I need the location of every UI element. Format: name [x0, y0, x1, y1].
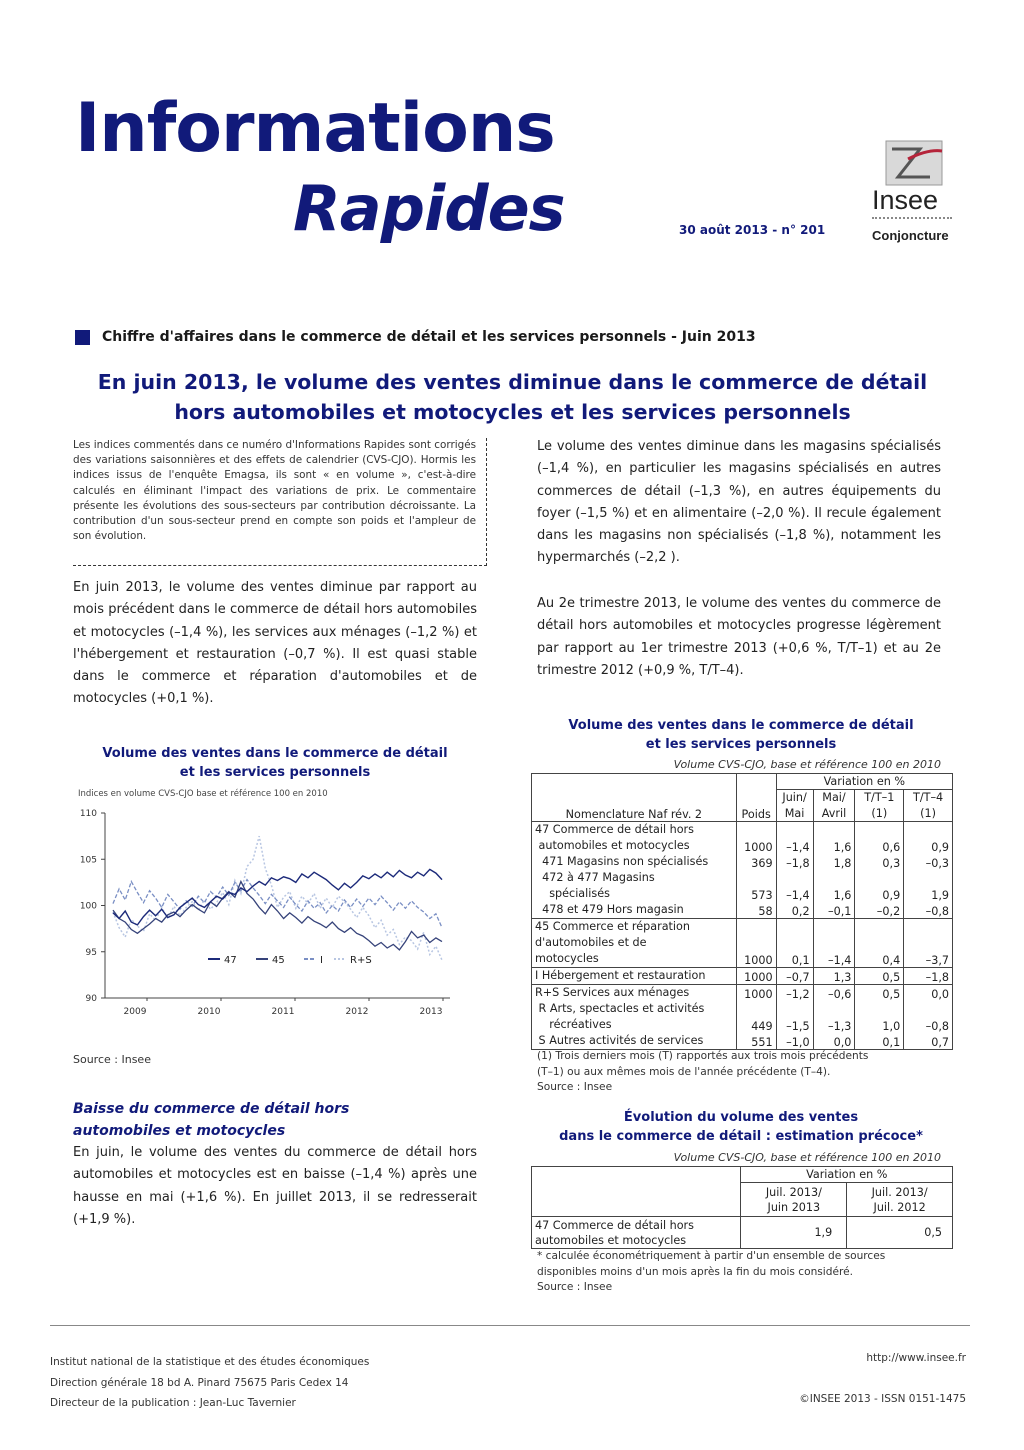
table2-title — [531, 1108, 951, 1146]
masthead-subtitle: Rapides — [293, 172, 565, 245]
cell-poids: 1000 — [736, 985, 776, 1002]
footer-copyright: ©INSEE 2013 - ISSN 0151-1475 — [799, 1393, 966, 1405]
insee-emblem-icon — [880, 137, 948, 189]
x-tick-label: 2013 — [419, 1007, 443, 1017]
table1-title-line: Volume des ventes dans le commerce de détail — [568, 718, 914, 733]
cell-poids: 551 — [736, 1033, 776, 1050]
chart-title-line: Volume des ventes dans le commerce de détail — [102, 746, 448, 761]
table2-note: Volume CVS-CJO, base et référence 100 en 2010 — [673, 1151, 941, 1164]
t2-header-col1 — [741, 1183, 847, 1217]
table1-note: Volume CVS-CJO, base et référence 100 en 2010 — [673, 758, 941, 771]
col-header-mai: Mai/ — [813, 790, 855, 806]
sales-volume-chart — [70, 800, 470, 1025]
row-label — [532, 985, 737, 1002]
series-line-45 — [113, 882, 442, 950]
row-label — [532, 854, 737, 870]
cell-tt4: 0,7 — [904, 1033, 953, 1050]
cell-tt1: 0,6 — [855, 822, 904, 855]
t2-cell-v2: 0,5 — [847, 1217, 953, 1249]
x-tick-label: 2012 — [345, 1007, 369, 1017]
cell-tt1: 0,9 — [855, 870, 904, 902]
row-label-line: récréatives — [535, 1018, 612, 1031]
table1-footnote — [537, 1049, 868, 1096]
row-label — [532, 870, 737, 902]
cell-tt4: 0,0 — [904, 985, 953, 1002]
row-label — [532, 822, 737, 855]
cell-tt4: –0,8 — [904, 902, 953, 919]
col-header-avril: Avril — [813, 806, 855, 822]
cell-mai: 1,3 — [813, 968, 855, 985]
cell-mai: –0,1 — [813, 902, 855, 919]
cell-tt4: 0,9 — [904, 822, 953, 855]
t2-header-col2-line: Juil. 2013/ — [871, 1185, 928, 1199]
x-tick-label: 2009 — [123, 1007, 147, 1017]
headline — [60, 367, 965, 427]
t2-row-label-line: 47 Commerce de détail hors — [535, 1218, 694, 1232]
insee-logo — [868, 135, 958, 250]
y-tick-label: 105 — [79, 855, 97, 866]
col-header-mai-sub: Mai — [776, 806, 813, 822]
col-header-tt1-note: (1) — [855, 806, 904, 822]
legend-label: 47 — [224, 955, 237, 966]
cell-poids: 1000 — [736, 822, 776, 855]
cell-mai: –1,3 — [813, 1001, 855, 1033]
cell-tt4: 1,9 — [904, 870, 953, 902]
y-tick-label: 90 — [85, 994, 97, 1004]
cell-poids: 369 — [736, 854, 776, 870]
right-paragraph-1: Le volume des ventes diminue dans les magasins spécialisés (–1,4 %), en particulier les magasins spécialisés en autres commerces de détail (–1,3 %), en autres équipements du foyer (–1,5 %) et en alimentaire (–2,0 %). Il recule également dans les magasins non spécialisés (–1,8 %), notamment les hypermarchés (–2,2 ). — [537, 439, 941, 566]
row-label-line: S Autres activités de services — [535, 1034, 704, 1047]
table1-source: Source : Insee — [537, 1081, 613, 1094]
cell-juin: –1,2 — [776, 985, 813, 1002]
t2-row-label-line: automobiles et motocycles — [535, 1233, 687, 1247]
row-label — [532, 919, 737, 968]
cell-tt1: 0,4 — [855, 919, 904, 968]
logo-tagline: Conjoncture — [872, 228, 949, 243]
cell-tt1: 0,1 — [855, 1033, 904, 1050]
kicker-text: Chiffre d'affaires dans le commerce de détail et les services personnels - Juin 2013 — [102, 329, 756, 345]
col-header-nomenclature: Nomenclature Naf rév. 2 — [532, 774, 737, 822]
row-label-line: I Hébergement et restauration — [535, 969, 706, 982]
row-label-line: 478 et 479 Hors magasin — [535, 903, 684, 916]
table-row — [532, 1217, 953, 1249]
insee-wordmark: Insee — [872, 185, 939, 215]
legend-label: R+S — [350, 955, 372, 966]
cell-tt1: –0,2 — [855, 902, 904, 919]
cell-mai: 0,0 — [813, 1033, 855, 1050]
t2-header-col2-line: Juil. 2012 — [873, 1200, 926, 1214]
cell-juin: 0,1 — [776, 919, 813, 968]
row-label-line: spécialisés — [535, 887, 610, 900]
cell-juin: –0,7 — [776, 968, 813, 985]
t2-header-blank — [532, 1167, 741, 1217]
cell-poids: 1000 — [736, 919, 776, 968]
series-line-rs — [113, 836, 442, 960]
masthead-title: Informations — [75, 89, 555, 168]
section-paragraph: En juin, le volume des ventes du commerce de détail hors automobiles et motocycles est en baisse (–1,4 %) après une hausse en mai (+1,6 %). En juillet 2013, il se redresserait (+1,9 %). — [73, 1145, 477, 1227]
col-header-tt4: T/T–4 — [904, 790, 953, 806]
col-header-juin: Juin/ — [776, 790, 813, 806]
square-bullet-icon — [75, 330, 90, 345]
t2-header-col1-line: Juil. 2013/ — [765, 1185, 822, 1199]
row-label — [532, 902, 737, 919]
chart-source: Source : Insee — [73, 1053, 151, 1066]
chart-title-line: et les services personnels — [179, 765, 371, 780]
row-label — [532, 1033, 737, 1050]
cell-juin: –1,5 — [776, 1001, 813, 1033]
table2-title-line: Évolution du volume des ventes — [623, 1110, 859, 1125]
row-label-line: R Arts, spectacles et activités — [535, 1002, 705, 1015]
row-label-line: 47 Commerce de détail hors — [535, 823, 694, 836]
cell-mai: 1,8 — [813, 854, 855, 870]
cell-tt4: –1,8 — [904, 968, 953, 985]
section-heading-line: automobiles et motocycles — [73, 1123, 286, 1139]
table2-source: Source : Insee — [537, 1281, 613, 1294]
y-tick-label: 95 — [85, 947, 97, 958]
cell-tt4: –0,8 — [904, 1001, 953, 1033]
cell-mai: –1,4 — [813, 919, 855, 968]
logo-divider — [872, 217, 952, 221]
chart-units-note: Indices en volume CVS-CJO base et référence 100 en 2010 — [78, 789, 328, 799]
row-label-line: motocycles — [535, 952, 599, 965]
row-label — [532, 968, 737, 985]
row-label-line: automobiles et motocycles — [535, 839, 690, 852]
cell-juin: –1,0 — [776, 1033, 813, 1050]
table-row — [532, 968, 953, 985]
legend-label: 45 — [272, 955, 285, 966]
right-paragraph-2-text: Au 2e trimestre 2013, le volume des ventes du commerce de détail hors automobiles et motocycles progresse légèrement par rapport au 1er trimestre 2013 (+0,6 %, T/T–1) et au 2e trimestre 2012 (+0,9 %, T/T–4). — [537, 596, 941, 678]
table2-title-line: dans le commerce de détail : estimation précoce* — [559, 1129, 923, 1144]
row-label-line: 472 à 477 Magasins — [535, 871, 655, 884]
table2-footnote — [537, 1249, 885, 1296]
t2-cell-v1: 1,9 — [741, 1217, 847, 1249]
early-estimate-table — [531, 1166, 953, 1249]
cell-poids: 449 — [736, 1001, 776, 1033]
cell-mai: 1,6 — [813, 822, 855, 855]
footer-url[interactable]: http://www.insee.fr — [866, 1352, 966, 1364]
footer-address — [50, 1352, 369, 1414]
cell-mai: 1,6 — [813, 870, 855, 902]
cell-tt1: 0,5 — [855, 968, 904, 985]
footer-line: Direction générale 18 bd A. Pinard 75675 Paris Cedex 14 — [50, 1376, 349, 1389]
kicker — [75, 329, 756, 345]
col-header-poids: Poids — [736, 774, 776, 822]
series-line-47 — [113, 869, 442, 925]
chart-title — [73, 744, 477, 782]
cell-poids: 58 — [736, 902, 776, 919]
table1-title — [531, 716, 951, 754]
table1-footnote-line: (T–1) ou aux mêmes mois de l'année précédente (T–4). — [537, 1065, 831, 1078]
sales-volume-table — [531, 773, 953, 1050]
cell-tt1: 0,3 — [855, 854, 904, 870]
col-header-tt4-note: (1) — [904, 806, 953, 822]
x-tick-label: 2011 — [271, 1007, 295, 1017]
row-label — [532, 1001, 737, 1033]
cell-mai: –0,6 — [813, 985, 855, 1002]
lead-paragraph: En juin 2013, le volume des ventes diminue par rapport au mois précédent dans le commerce de détail hors automobiles et motocycles (–1,4 %), les services aux ménages (–1,2 %) et l'hébergement et restauration (–0,7 %). Il est quasi stable dans le commerce et réparation d'automobiles et de motocycles (+0,1 %). — [73, 580, 477, 707]
t2-header-col1-line: Juin 2013 — [767, 1200, 821, 1214]
table2-footnote-line: disponibles moins d'un mois après la fin du mois considéré. — [537, 1265, 854, 1278]
row-label-line: 471 Magasins non spécialisés — [535, 855, 709, 868]
issue-number: 30 août 2013 - n° 201 — [679, 223, 826, 237]
footer-divider — [50, 1325, 970, 1326]
cell-juin: 0,2 — [776, 902, 813, 919]
table-row — [532, 919, 953, 968]
t2-header-variation: Variation en % — [741, 1167, 953, 1183]
row-label-line: d'automobiles et de — [535, 936, 647, 949]
row-label-line: 45 Commerce et réparation — [535, 920, 690, 933]
footer-line: Institut national de la statistique et des études économiques — [50, 1356, 370, 1368]
col-header-tt1: T/T–1 — [855, 790, 904, 806]
cell-juin: –1,8 — [776, 854, 813, 870]
col-header-variation: Variation en % — [776, 774, 952, 790]
headline-line: hors automobiles et motocycles et les services personnels — [174, 400, 851, 424]
footer-line: Directeur de la publication : Jean-Luc Tavernier — [50, 1397, 296, 1409]
table-row — [532, 870, 953, 902]
cell-tt1: 0,5 — [855, 985, 904, 1002]
table-row — [532, 854, 953, 870]
row-label-line: R+S Services aux ménages — [535, 986, 690, 999]
methodology-note: Les indices commentés dans ce numéro d'Informations Rapides sont corrigés des variations saisonnières et des effets de calendrier (CVS-CJO). Hormis les indices issus de l'enquête Emagsa, ils sont « en volume », c'est-à-dire calculés en éliminant l'impact des variations de prix. Le commentaire présente les évolutions des sous-secteurs par contribution décroissante. La contribution d'un sous-secteur prend en compte son poids et l'ampleur de son évolution. — [73, 438, 487, 566]
table-row — [532, 1033, 953, 1050]
cell-poids: 1000 — [736, 968, 776, 985]
x-tick-label: 2010 — [197, 1007, 221, 1017]
table-row — [532, 822, 953, 855]
headline-line: En juin 2013, le volume des ventes diminue dans le commerce de détail — [97, 370, 928, 394]
table-row — [532, 985, 953, 1002]
y-tick-label: 110 — [79, 809, 97, 819]
cell-tt4: –0,3 — [904, 854, 953, 870]
table-row — [532, 902, 953, 919]
section-heading-line: Baisse du commerce de détail hors — [73, 1101, 350, 1117]
cell-juin: –1,4 — [776, 870, 813, 902]
table-row — [532, 1001, 953, 1033]
cell-tt4: –3,7 — [904, 919, 953, 968]
table1-footnote-line: (1) Trois derniers mois (T) rapportés aux trois mois précédents — [537, 1050, 869, 1062]
t2-row-label — [532, 1217, 741, 1249]
cell-tt1: 1,0 — [855, 1001, 904, 1033]
table1-title-line: et les services personnels — [645, 737, 837, 752]
right-paragraph-2 — [537, 593, 941, 682]
cell-poids: 573 — [736, 870, 776, 902]
t2-header-col2 — [847, 1183, 953, 1217]
cell-juin: –1,4 — [776, 822, 813, 855]
legend-label: I — [320, 955, 323, 966]
table2-footnote-line: * calculée économétriquement à partir d'un ensemble de sources — [537, 1250, 886, 1262]
y-tick-label: 100 — [79, 901, 97, 912]
section-heading — [73, 1098, 349, 1142]
